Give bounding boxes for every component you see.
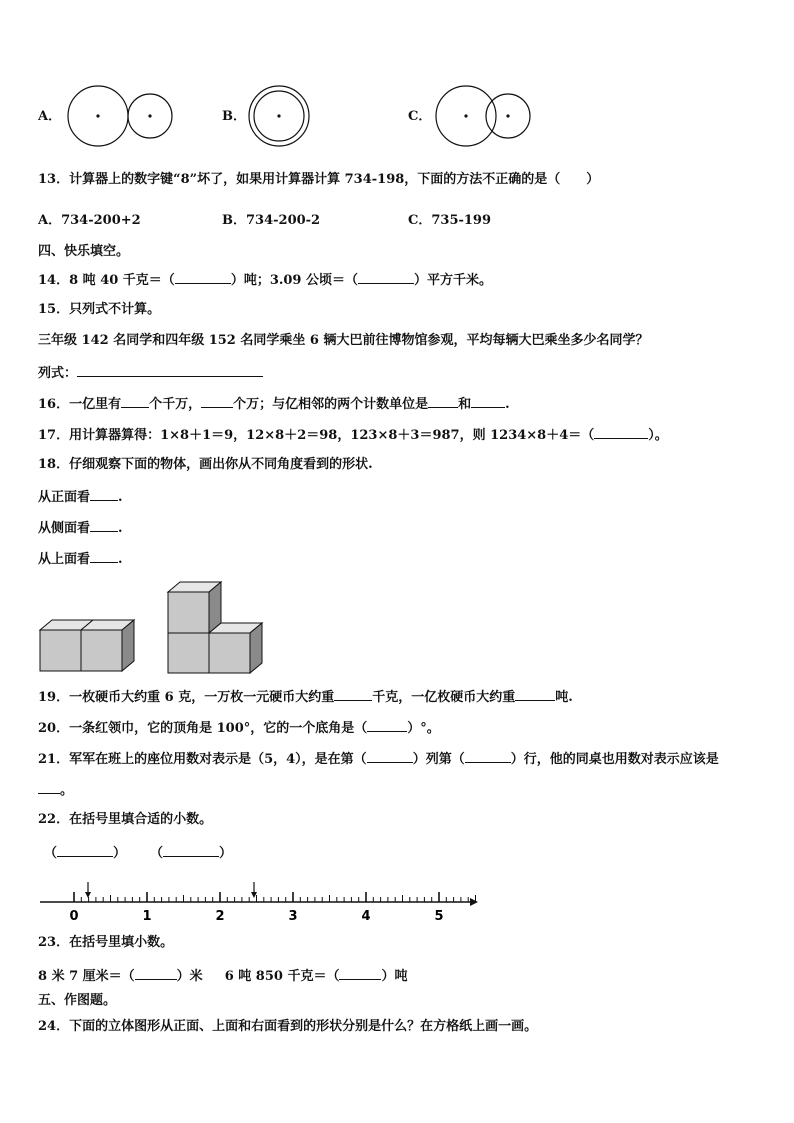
- q22-paren-open-2: （: [150, 846, 164, 861]
- q23-stem: 23．在括号里填小数。: [38, 935, 174, 950]
- q21-blank-1[interactable]: [367, 749, 413, 763]
- q21-line-2: [38, 780, 73, 800]
- q22-paren-open-1: （: [44, 846, 58, 861]
- q18-front-label: 从正面看: [38, 490, 91, 505]
- q16-part-b: 个千万，: [149, 397, 202, 412]
- q18-stem: 18．仔细观察下面的物体，画出你从不同角度看到的形状.: [38, 457, 373, 472]
- tick-label-4: 4: [361, 909, 371, 924]
- q21-part-c: ）行，他的同桌也用数对表示应该是: [510, 752, 719, 767]
- q22-stem: 22．在括号里填合适的小数。: [38, 812, 213, 827]
- q21-part-b: ）列第（: [412, 752, 465, 767]
- q14-part-c: ）平方千米。: [414, 273, 493, 288]
- q18-side-blank[interactable]: [90, 518, 118, 532]
- q16-blank-4[interactable]: [471, 394, 505, 408]
- q22-paren-close-2: ）: [219, 846, 233, 861]
- q23-part-c: 6 吨 850 千克＝（: [224, 969, 340, 984]
- q21-blank-2[interactable]: [465, 749, 511, 763]
- q18-side-end: .: [118, 521, 123, 536]
- q19: [38, 687, 573, 707]
- section-5-heading: 五、作图题。: [38, 993, 117, 1008]
- q21-part-a: 21．军军在班上的座位用数对表示是（5，4），是在第（: [38, 752, 367, 767]
- q13-option-a: A．734-200+2: [38, 213, 141, 228]
- q15-formula-blank[interactable]: [77, 363, 263, 377]
- q18-top-label: 从上面看: [38, 552, 91, 567]
- q24-stem: 24．下面的立体图形从正面、上面和右面看到的形状分别是什么？在方格纸上画一画。: [38, 1019, 538, 1034]
- q15-problem: 三年级 142 名同学和四年级 152 名同学乘坐 6 辆大巴前往博物馆参观，平均每辆大巴乘坐多少名同学？: [38, 333, 649, 348]
- q17: [38, 425, 668, 445]
- q20-blank[interactable]: [367, 718, 407, 732]
- q21-part-d: 。: [60, 783, 74, 798]
- q19-blank-1[interactable]: [334, 687, 372, 701]
- q23-part-b: ）米: [176, 969, 203, 984]
- q14-blank-1[interactable]: [175, 270, 231, 284]
- q17-part-a: 17．用计算器算得：1×8＋1＝9，12×8＋2＝98，123×8＋3＝987，则 1234×8＋4＝（: [38, 428, 595, 443]
- q22-paren-close-1: ）: [113, 846, 127, 861]
- q16-part-a: 16．一亿里有: [38, 397, 122, 412]
- option-a-figure: [60, 80, 180, 150]
- q21: [38, 749, 719, 769]
- q16-blank-3[interactable]: [428, 394, 458, 408]
- q21-blank-3[interactable]: [38, 780, 60, 794]
- q13-option-b: B．734-200-2: [222, 213, 321, 228]
- q20: [38, 718, 440, 738]
- number-line-arrowhead: [470, 898, 478, 906]
- q13-option-c: C．735-199: [408, 213, 492, 228]
- q20-part-a: 20．一条红领巾，它的顶角是 100°，它的一个底角是（: [38, 721, 368, 736]
- q16-part-d: 和: [458, 397, 472, 412]
- q20-part-b: ）°。: [407, 721, 440, 736]
- tick-label-0: 0: [69, 909, 79, 924]
- tick-label-2: 2: [215, 909, 225, 924]
- tick-label-1: 1: [142, 909, 152, 924]
- q22-blank-1[interactable]: [57, 843, 113, 857]
- q18-side-label: 从侧面看: [38, 521, 91, 536]
- q22-answer-1: [44, 843, 126, 863]
- q18-front-blank[interactable]: [90, 487, 118, 501]
- q15-formula: [38, 363, 263, 383]
- q18-object-right: [168, 582, 262, 673]
- q22-number-line: [38, 876, 478, 924]
- q16: [38, 394, 510, 414]
- q18-object-left: [40, 620, 134, 671]
- q18-top-blank[interactable]: [90, 549, 118, 563]
- q18-top: [38, 549, 123, 569]
- tick-label-3: 3: [288, 909, 298, 924]
- q19-part-a: 19．一枚硬币大约重 6 克，一万枚一元硬币大约重: [38, 690, 335, 705]
- q23-blank-1[interactable]: [135, 966, 177, 980]
- q22-answer-2: [150, 843, 232, 863]
- q22-blank-2[interactable]: [163, 843, 219, 857]
- q23-part-d: ）吨: [381, 969, 408, 984]
- q15-stem: 15．只列式不计算。: [38, 302, 161, 317]
- q18-cubes-figure: [38, 582, 268, 674]
- q18-front-end: .: [118, 490, 123, 505]
- q14-part-a: 14．8 吨 40 千克＝（: [38, 273, 175, 288]
- option-b-figure: [246, 84, 316, 150]
- q17-blank[interactable]: [594, 425, 648, 439]
- option-a-label: A．: [38, 109, 62, 124]
- q17-part-b: ）。: [648, 428, 668, 443]
- q23-line: [38, 966, 407, 986]
- q16-part-c: 个万；与亿相邻的两个计数单位是: [233, 397, 429, 412]
- q16-blank-2[interactable]: [201, 394, 233, 408]
- q19-part-b: 千克，一亿枚硬币大约重: [372, 690, 516, 705]
- option-c-label: C．: [408, 109, 432, 124]
- q14-blank-2[interactable]: [358, 270, 414, 284]
- q16-part-e: .: [505, 397, 510, 412]
- q14: [38, 270, 492, 290]
- q23-part-a: 8 米 7 厘米＝（: [38, 969, 135, 984]
- section-4-heading: 四、快乐填空。: [38, 244, 130, 259]
- tick-label-5: 5: [434, 909, 444, 924]
- option-b-label: B．: [222, 109, 246, 124]
- q13-stem: 13．计算器上的数字键“8”坏了，如果用计算器计算 734-198，下面的方法不正确的是（ ）: [38, 172, 600, 187]
- q22-arrow-1: [85, 882, 91, 898]
- q18-front: [38, 487, 123, 507]
- option-c-figure: [430, 80, 540, 150]
- q18-top-end: .: [118, 552, 123, 567]
- q23-blank-2[interactable]: [339, 966, 381, 980]
- q14-part-b: ）吨；3.09 公顷＝（: [230, 273, 359, 288]
- q16-blank-1[interactable]: [121, 394, 149, 408]
- q19-part-c: 吨.: [555, 690, 573, 705]
- q18-side: [38, 518, 123, 538]
- q15-formula-label: 列式：: [38, 366, 78, 381]
- q19-blank-2[interactable]: [515, 687, 555, 701]
